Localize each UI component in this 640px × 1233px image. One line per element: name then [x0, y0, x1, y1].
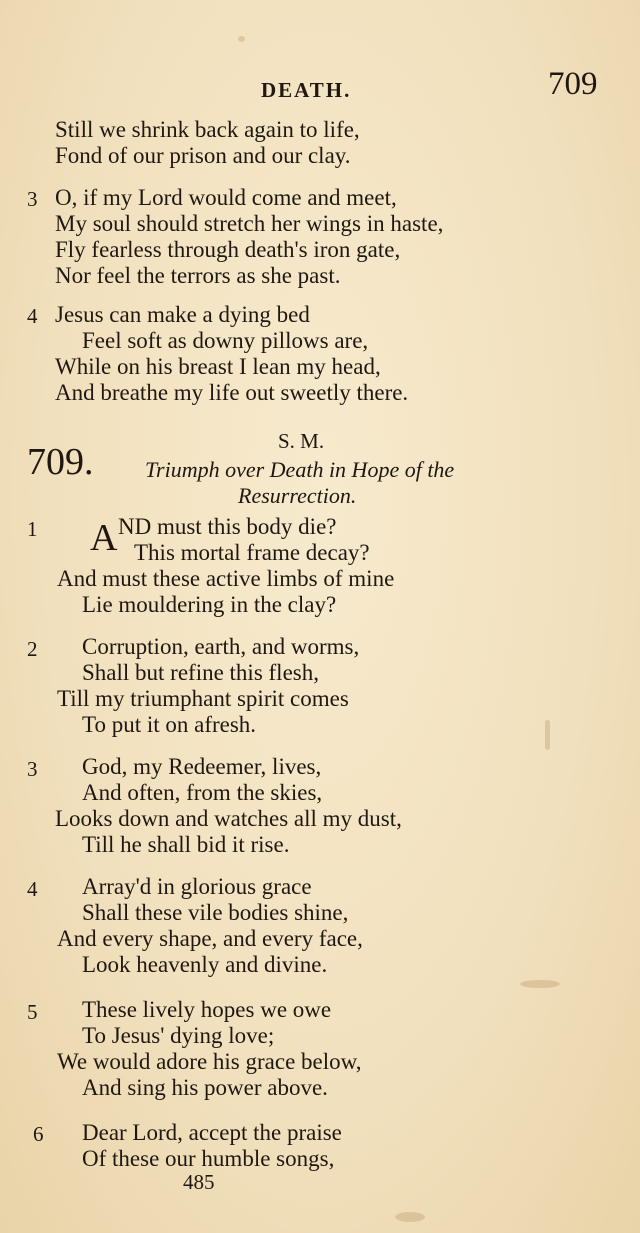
verse-line: To put it on afresh.	[82, 712, 257, 737]
verse-number: 4	[27, 877, 38, 901]
verse-line: Looks down and watches all my dust,	[55, 806, 402, 831]
verse-line: This mortal frame decay?	[134, 540, 370, 565]
paper-stain	[238, 36, 245, 42]
verse-line: Shall but refine this flesh,	[82, 660, 319, 685]
verse-line: My soul should stretch her wings in haste,	[55, 211, 444, 236]
verse-line: Fly fearless through death's iron gate,	[55, 237, 401, 262]
verse-line: Feel soft as downy pillows are,	[82, 328, 369, 353]
hymn-meter: S. M.	[278, 429, 325, 453]
verse-line: We would adore his grace below,	[57, 1049, 362, 1074]
paper-stain	[520, 980, 560, 988]
verse-line: And every shape, and every face,	[57, 926, 363, 951]
verse-number: 5	[27, 1000, 38, 1024]
verse-line: Lie mouldering in the clay?	[82, 592, 337, 617]
verse-line: And often, from the skies,	[82, 780, 323, 805]
verse-line: And sing his power above.	[82, 1075, 328, 1100]
verse-line: Of these our humble songs,	[82, 1146, 335, 1171]
paper-stain	[395, 1212, 425, 1222]
verse-line: Till he shall bid it rise.	[82, 832, 290, 857]
verse-line: While on his breast I lean my head,	[55, 354, 381, 379]
verse-line: Still we shrink back again to life,	[55, 117, 360, 142]
page-number: 485	[183, 1170, 215, 1194]
verse-line: ND must this body die?	[118, 514, 337, 539]
verse-line: Corruption, earth, and worms,	[82, 634, 360, 659]
verse-number: 6	[33, 1122, 44, 1146]
verse-line: Fond of our prison and our clay.	[55, 143, 351, 168]
verse-line: Nor feel the terrors as she past.	[55, 263, 341, 288]
hymn-title: Resurrection.	[238, 483, 357, 508]
verse-line: And breathe my life out sweetly there.	[55, 380, 409, 405]
drop-cap: A	[90, 517, 118, 559]
verse-line: Shall these vile bodies shine,	[82, 900, 349, 925]
verse-line: God, my Redeemer, lives,	[82, 754, 322, 779]
verse-line: And must these active limbs of mine	[57, 566, 395, 591]
paper-stain	[545, 720, 550, 750]
hymn-number: 709.	[27, 441, 94, 483]
verse-number: 4	[27, 304, 38, 328]
verse-number: 1	[27, 517, 38, 541]
verse-line: O, if my Lord would come and meet,	[55, 185, 397, 210]
verse-line: To Jesus' dying love;	[82, 1023, 275, 1048]
verse-line: Look heavenly and divine.	[82, 952, 328, 977]
running-header-hymn-number: 709	[548, 66, 598, 102]
hymn-title: Triumph over Death in Hope of the	[145, 457, 455, 482]
verse-line: Dear Lord, accept the praise	[82, 1120, 342, 1145]
verse-number: 3	[27, 187, 38, 211]
verse-line: Till my triumphant spirit comes	[57, 686, 349, 711]
verse-number: 2	[27, 637, 38, 661]
verse-line: Array'd in glorious grace	[82, 874, 312, 899]
running-header-title: DEATH.	[261, 78, 352, 102]
verse-line: Jesus can make a dying bed	[55, 302, 310, 327]
verse-line: These lively hopes we owe	[82, 997, 332, 1022]
verse-number: 3	[27, 757, 38, 781]
